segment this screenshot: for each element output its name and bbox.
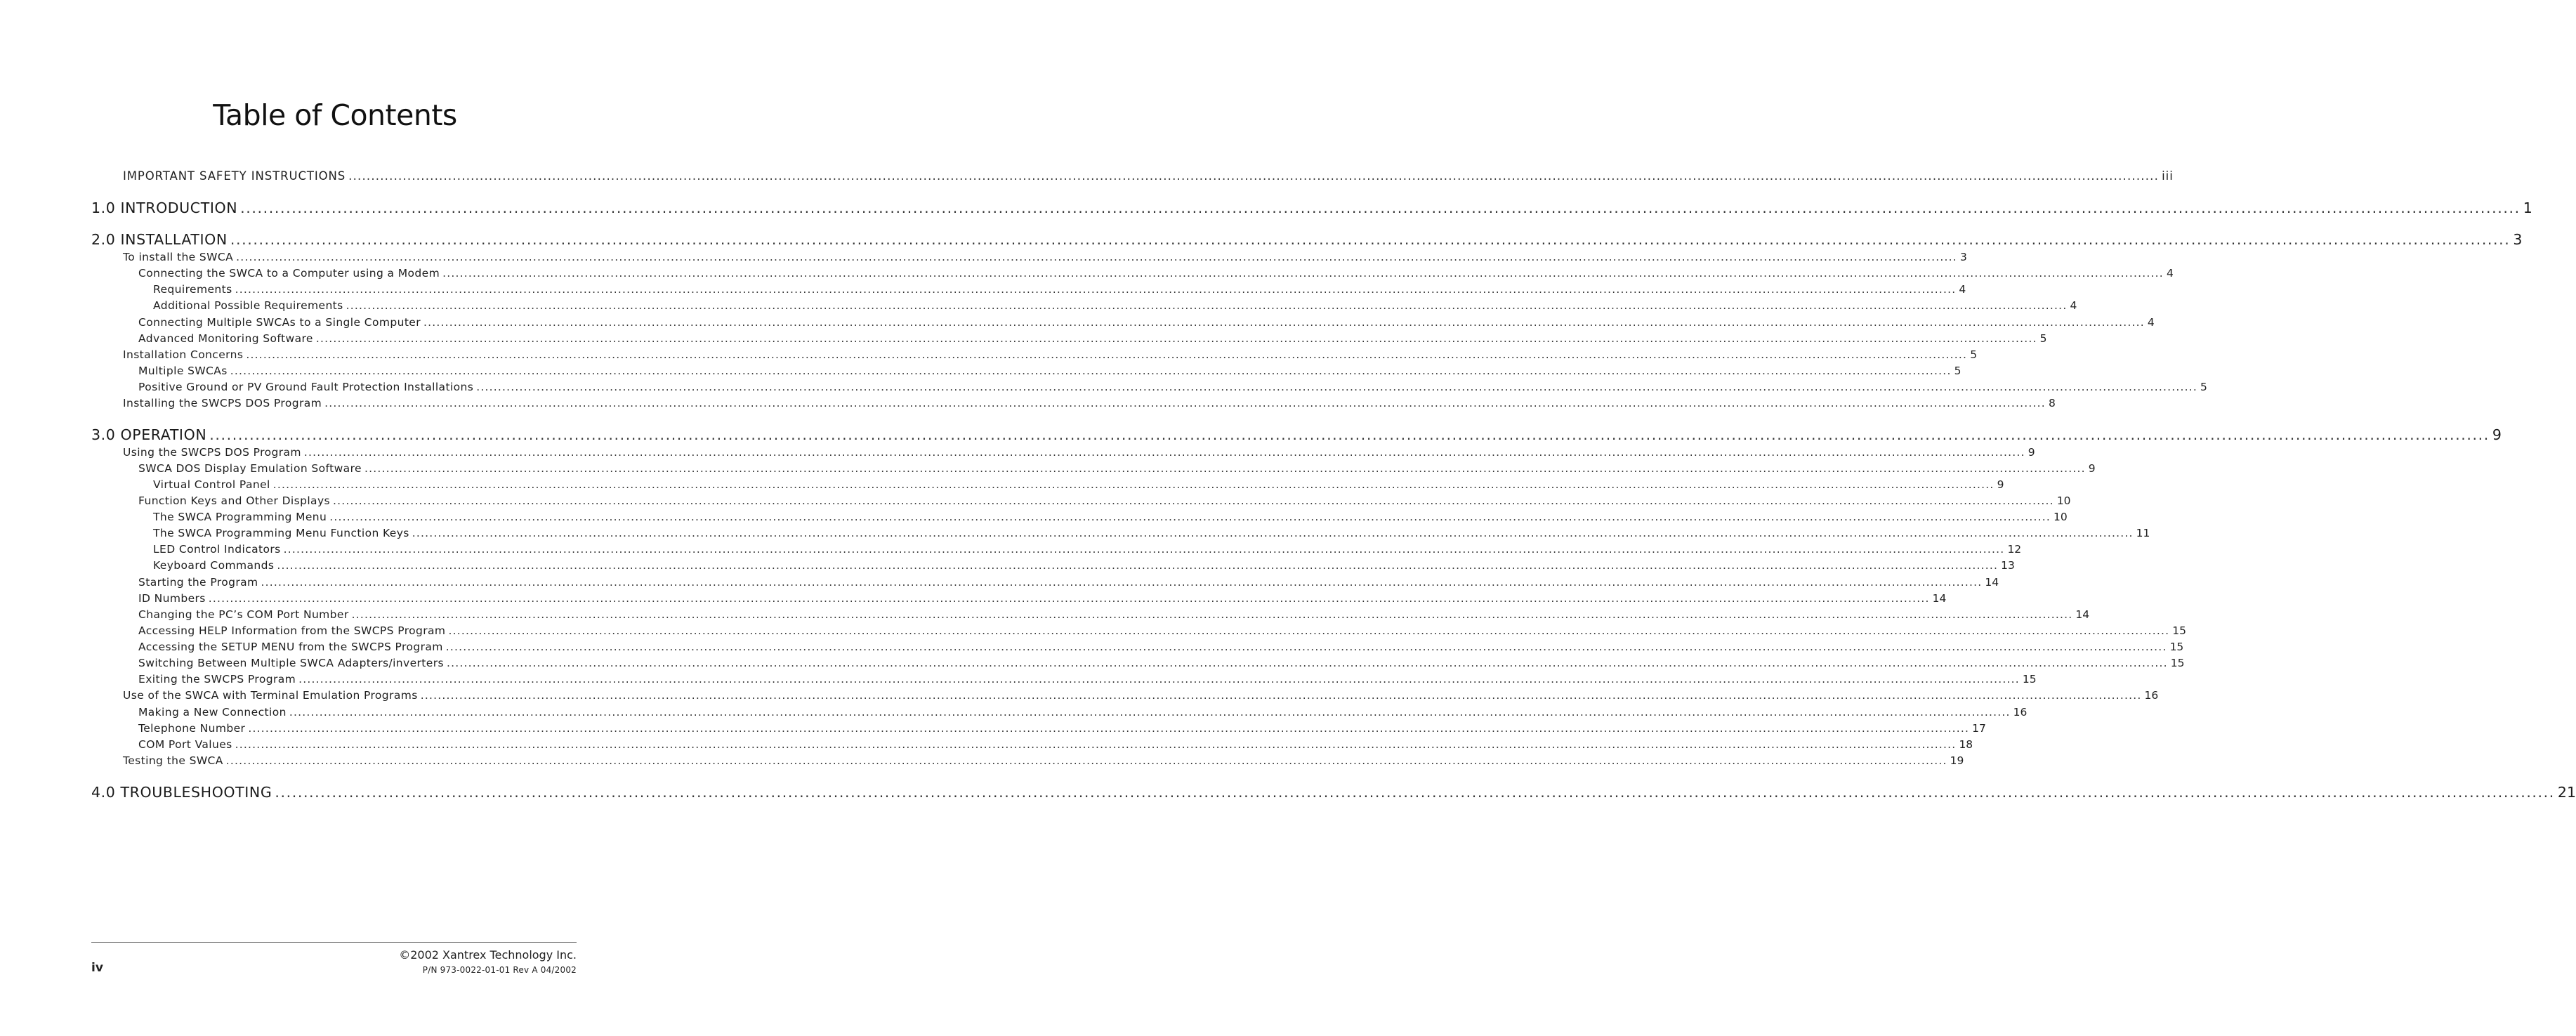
toc-entry-title: Switching Between Multiple SWCA Adapters/inverters (138, 657, 444, 669)
toc-entry-title: COM Port Values (138, 738, 232, 751)
toc-entry[interactable] (153, 543, 2022, 558)
toc-entry[interactable] (138, 576, 1999, 591)
toc-entry[interactable] (138, 494, 2071, 510)
toc-page-number: 14 (2075, 608, 2090, 621)
toc-entry[interactable] (153, 511, 2068, 526)
toc-page-number: 3 (1959, 251, 1967, 263)
toc-page-number: 16 (2013, 706, 2028, 719)
toc-leader-dots: ................................................................................................................................................................................................................................................................................................................................................................................................................ (346, 299, 2068, 312)
toc-page-number: 14 (1985, 576, 1999, 589)
toc-leader-dots: ................................................................................................................................................................................................................................................................................................................................................................................................................ (351, 608, 2073, 621)
toc-leader-dots: ................................................................................................................................................................................................................................................................................................................................................................................................................ (225, 754, 1947, 767)
toc-entry-title: Requirements (153, 283, 232, 296)
toc-page-number: 17 (1972, 722, 1986, 735)
toc-page-number: 5 (2200, 381, 2207, 393)
toc-leader-dots: ................................................................................................................................................................................................................................................................................................................................................................................................................ (420, 689, 2142, 702)
toc-entry-title: Installation Concerns (123, 348, 244, 361)
toc-leader-dots: ................................................................................................................................................................................................................................................................................................................................................................................................................ (283, 543, 2005, 556)
toc-entry-title: 3.0 OPERATION (91, 426, 207, 443)
toc-page-number: 11 (2136, 527, 2150, 539)
toc-leader-dots: ................................................................................................................................................................................................................................................................................................................................................................................................................ (230, 231, 2511, 248)
toc-entry-title: Exiting the SWCPS Program (138, 673, 296, 686)
toc-page-number: 21 (2557, 784, 2576, 801)
toc-page-number: 18 (1959, 738, 1973, 751)
toc-entry[interactable] (138, 706, 2028, 721)
toc-page-number: 10 (2056, 494, 2071, 507)
toc-page-number: 12 (2007, 543, 2022, 556)
toc-entry-title: Using the SWCPS DOS Program (123, 446, 301, 459)
toc-page-number: 13 (2001, 559, 2015, 572)
toc-entry-title: The SWCA Programming Menu (153, 511, 327, 523)
toc-page-number: 15 (2022, 673, 2037, 686)
toc-entry-title: Accessing HELP Information from the SWCPS Program (138, 624, 446, 637)
toc-leader-dots: ................................................................................................................................................................................................................................................................................................................................................................................................................ (230, 365, 1952, 377)
toc-page-number: 4 (2070, 299, 2077, 312)
toc-leader-dots: ................................................................................................................................................................................................................................................................................................................................................................................................................ (236, 251, 1957, 263)
toc-leader-dots: ................................................................................................................................................................................................................................................................................................................................................................................................................ (348, 169, 2160, 183)
toc-entry[interactable] (153, 283, 1966, 299)
toc-page-number: 16 (2144, 689, 2159, 702)
toc-entry-title: Virtual Control Panel (153, 478, 270, 491)
toc-entry[interactable] (138, 624, 2186, 640)
toc-page-number: 9 (1997, 478, 2004, 491)
toc-entry-title: Making a New Connection (138, 706, 287, 719)
toc-entry[interactable] (138, 608, 2090, 624)
toc-entry[interactable] (138, 673, 2037, 688)
toc-page-number: 14 (1932, 592, 1947, 605)
toc-entry-title: Starting the Program (138, 576, 258, 589)
toc-entry-title: Connecting Multiple SWCAs to a Single Computer (138, 316, 421, 329)
toc-leader-dots: ................................................................................................................................................................................................................................................................................................................................................................................................................ (412, 527, 2134, 539)
toc-entry[interactable] (123, 169, 2174, 183)
toc-entry-title: IMPORTANT SAFETY INSTRUCTIONS (123, 169, 346, 183)
toc-section-entry[interactable] (91, 784, 2576, 801)
toc-page-number: 4 (2166, 267, 2174, 280)
toc-page-number: 3 (2513, 231, 2523, 248)
toc-leader-dots: ................................................................................................................................................................................................................................................................................................................................................................................................................ (298, 673, 2020, 686)
footer-copyright: ©2002 Xantrex Technology Inc. (399, 948, 577, 962)
toc-page-number: 1 (2523, 199, 2532, 216)
toc-entry-title: Additional Possible Requirements (153, 299, 343, 312)
toc-leader-dots: ................................................................................................................................................................................................................................................................................................................................................................................................................ (261, 576, 1983, 589)
footer-page-number: iv (91, 961, 103, 975)
toc-entry[interactable] (153, 478, 2004, 494)
toc-leader-dots: ................................................................................................................................................................................................................................................................................................................................................................................................................ (235, 738, 1957, 751)
toc-entry-title: 4.0 TROUBLESHOOTING (91, 784, 272, 801)
toc-page-number: 10 (2053, 511, 2068, 523)
toc-entry[interactable] (138, 592, 1947, 608)
toc-entry[interactable] (123, 251, 1967, 266)
toc-entry[interactable] (138, 738, 1973, 754)
toc-leader-dots: ................................................................................................................................................................................................................................................................................................................................................................................................................ (272, 478, 1995, 491)
toc-entry-title: Multiple SWCAs (138, 365, 228, 377)
toc-section-entry[interactable] (91, 231, 2523, 248)
toc-entry-title: Installing the SWCPS DOS Program (123, 397, 322, 409)
toc-leader-dots: ................................................................................................................................................................................................................................................................................................................................................................................................................ (289, 706, 2011, 719)
footer-divider (91, 942, 577, 943)
toc-leader-dots: ................................................................................................................................................................................................................................................................................................................................................................................................................ (476, 381, 2198, 393)
toc-page-number: 4 (1959, 283, 1966, 296)
toc-leader-dots: ................................................................................................................................................................................................................................................................................................................................................................................................................ (329, 511, 2051, 523)
toc-leader-dots: ................................................................................................................................................................................................................................................................................................................................................................................................................ (364, 462, 2086, 475)
toc-entry[interactable] (153, 559, 2015, 575)
toc-entry[interactable] (153, 299, 2077, 315)
toc-entry[interactable] (138, 381, 2207, 396)
toc-entry[interactable] (138, 332, 2047, 348)
toc-entry[interactable] (138, 365, 1961, 380)
toc-leader-dots: ................................................................................................................................................................................................................................................................................................................................................................................................................ (315, 332, 2037, 345)
toc-entry[interactable] (123, 446, 2035, 461)
toc-entry[interactable] (123, 348, 1978, 364)
toc-entry[interactable] (153, 527, 2150, 542)
toc-leader-dots: ................................................................................................................................................................................................................................................................................................................................................................................................................ (448, 624, 2170, 637)
toc-entry-title: Telephone Number (138, 722, 246, 735)
toc-entry-title: 1.0 INTRODUCTION (91, 199, 238, 216)
footer-part-number: P/N 973-0022-01-01 Rev A 04/2002 (422, 965, 577, 975)
toc-section-entry[interactable] (91, 199, 2532, 216)
toc-leader-dots: ................................................................................................................................................................................................................................................................................................................................................................................................................ (445, 641, 2167, 653)
toc-leader-dots: ................................................................................................................................................................................................................................................................................................................................................................................................................ (248, 722, 1970, 735)
toc-page-number: 8 (2048, 397, 2056, 409)
toc-entry-title: Connecting the SWCA to a Computer using a Modem (138, 267, 440, 280)
toc-entry[interactable] (138, 462, 2096, 478)
toc-page-number: 5 (1970, 348, 1978, 361)
toc-entry[interactable] (138, 641, 2184, 656)
toc-page-number: 9 (2088, 462, 2096, 475)
toc-page-number: 15 (2169, 641, 2184, 653)
toc-leader-dots: ................................................................................................................................................................................................................................................................................................................................................................................................................ (209, 426, 2490, 443)
toc-page-number: 19 (1950, 754, 1964, 767)
toc-page-number: 4 (2147, 316, 2155, 329)
page-title: Table of Contents (213, 98, 457, 132)
toc-leader-dots: ................................................................................................................................................................................................................................................................................................................................................................................................................ (208, 592, 1930, 605)
toc-leader-dots: ................................................................................................................................................................................................................................................................................................................................................................................................................ (275, 784, 2555, 801)
toc-page-number: 9 (2028, 446, 2035, 459)
toc-entry-title: Accessing the SETUP MENU from the SWCPS Program (138, 641, 443, 653)
toc-section-entry[interactable] (91, 426, 2502, 443)
toc-entry[interactable] (138, 722, 1986, 737)
toc-entry-title: The SWCA Programming Menu Function Keys (153, 527, 409, 539)
toc-entry-title: 2.0 INSTALLATION (91, 231, 228, 248)
toc-entry[interactable] (123, 689, 2159, 704)
toc-leader-dots: ................................................................................................................................................................................................................................................................................................................................................................................................................ (324, 397, 2046, 409)
toc-entry-title: LED Control Indicators (153, 543, 281, 556)
toc-entry-title: Positive Ground or PV Ground Fault Protection Installations (138, 381, 474, 393)
toc-entry-title: Function Keys and Other Displays (138, 494, 330, 507)
toc-entry-title: To install the SWCA (123, 251, 234, 263)
toc-leader-dots: ................................................................................................................................................................................................................................................................................................................................................................................................................ (277, 559, 1999, 572)
toc-entry[interactable] (138, 316, 2155, 332)
toc-entry-title: ID Numbers (138, 592, 206, 605)
toc-leader-dots: ................................................................................................................................................................................................................................................................................................................................................................................................................ (442, 267, 2164, 280)
toc-page-number: 5 (2039, 332, 2047, 345)
toc-leader-dots: ................................................................................................................................................................................................................................................................................................................................................................................................................ (333, 494, 2054, 507)
toc-entry-title: SWCA DOS Display Emulation Software (138, 462, 362, 475)
toc-entry-title: Changing the PC’s COM Port Number (138, 608, 349, 621)
toc-leader-dots: ................................................................................................................................................................................................................................................................................................................................................................................................................ (246, 348, 1968, 361)
toc-page-number: 9 (2492, 426, 2502, 443)
toc-entry[interactable] (123, 754, 1964, 770)
toc-entry-title: Testing the SWCA (123, 754, 223, 767)
toc-page-number: iii (2162, 169, 2174, 183)
toc-entry[interactable] (123, 397, 2056, 412)
toc-page-number: 15 (2172, 624, 2186, 637)
toc-page-number: 5 (1954, 365, 1961, 377)
toc-leader-dots: ................................................................................................................................................................................................................................................................................................................................................................................................................ (235, 283, 1957, 296)
toc-entry-title: Use of the SWCA with Terminal Emulation Programs (123, 689, 418, 702)
toc-leader-dots: ................................................................................................................................................................................................................................................................................................................................................................................................................ (240, 199, 2521, 216)
toc-entry[interactable] (138, 657, 2185, 672)
toc-entry[interactable] (138, 267, 2174, 282)
toc-leader-dots: ................................................................................................................................................................................................................................................................................................................................................................................................................ (423, 316, 2145, 329)
toc-entry-title: Keyboard Commands (153, 559, 275, 572)
toc-page-number: 15 (2170, 657, 2185, 669)
toc-leader-dots: ................................................................................................................................................................................................................................................................................................................................................................................................................ (303, 446, 2025, 459)
toc-leader-dots: ................................................................................................................................................................................................................................................................................................................................................................................................................ (446, 657, 2168, 669)
toc-entry-title: Advanced Monitoring Software (138, 332, 313, 345)
